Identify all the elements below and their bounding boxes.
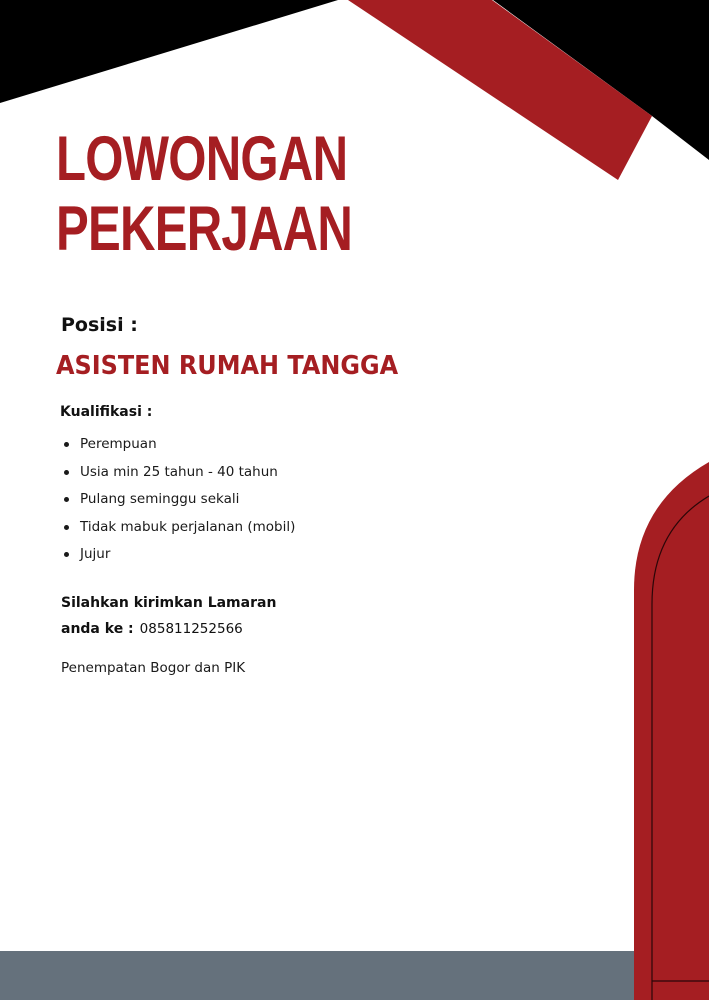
contact-prefix: anda ke : [61, 621, 134, 637]
footer-bar [0, 951, 634, 1000]
list-item: Jujur [64, 544, 295, 572]
top-right-black-band [493, 0, 709, 160]
qualifications-label: Kualifikasi : [60, 404, 153, 420]
list-item: Pulang seminggu sekali [64, 489, 295, 517]
list-item: Usia min 25 tahun - 40 tahun [64, 462, 295, 490]
title-line-1: LOWONGAN [56, 124, 348, 194]
poster-title [56, 124, 352, 264]
title-line-2: PEKERJAAN [56, 194, 353, 264]
contact-instruction: Silahkan kirimkan Lamaran [61, 595, 277, 611]
contact-phone-number: 085811252566 [139, 621, 243, 637]
top-red-stripe [348, 0, 652, 180]
top-left-black-band [0, 0, 338, 103]
position-label: Posisi : [61, 314, 138, 336]
red-arch-shape [634, 462, 709, 1000]
list-item: Tidak mabuk perjalanan (mobil) [64, 517, 295, 545]
qualifications-list [64, 434, 295, 572]
contact-line [61, 621, 243, 637]
placement-text: Penempatan Bogor dan PIK [61, 660, 246, 676]
position-value: ASISTEN RUMAH TANGGA [56, 351, 399, 381]
arch-outline [652, 496, 709, 1000]
list-item: Perempuan [64, 434, 295, 462]
